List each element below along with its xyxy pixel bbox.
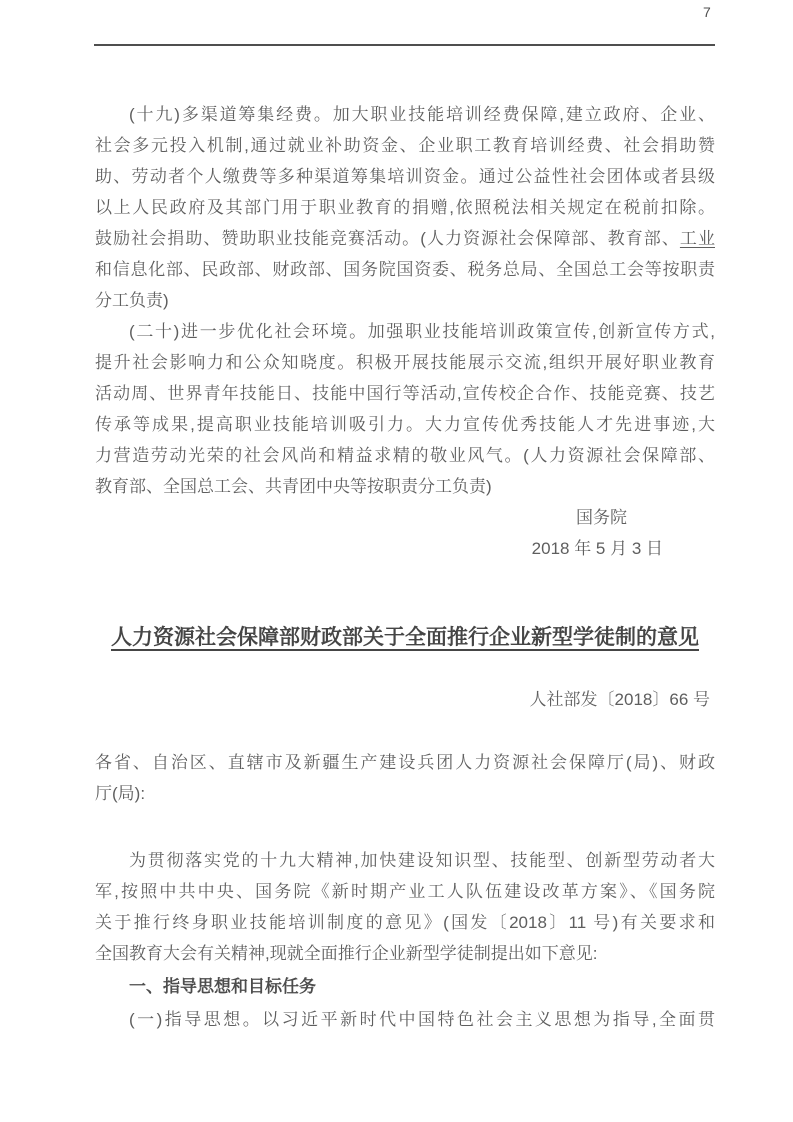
text-line: (二十)进一步优化社会环境。加强职业技能培训政策宣传,创新宣传方式, bbox=[129, 322, 715, 341]
text-line: 厅(局): bbox=[95, 784, 146, 803]
text-line: 各省、自治区、直辖市及新疆生产建设兵团人力资源社会保障厅(局)、财政 bbox=[95, 753, 715, 772]
text-line: 和信息化部、民政部、财政部、国务院国资委、税务总局、全国总工会等按职责 bbox=[95, 260, 715, 279]
doc1-body bbox=[95, 99, 715, 564]
signature-org: 国务院 bbox=[576, 508, 627, 527]
page-number: 7 bbox=[703, 4, 711, 20]
text-line: 为贯彻落实党的十九大精神,加快建设知识型、技能型、创新型劳动者大 bbox=[129, 851, 715, 870]
doc1-signature bbox=[95, 502, 715, 564]
doc2-intro-paragraph bbox=[95, 845, 715, 969]
text-line: (一)指导思想。以习近平新时代中国特色社会主义思想为指导,全面贯 bbox=[129, 1010, 715, 1029]
header-rule bbox=[94, 44, 715, 46]
text-line: 军,按照中共中央、国务院《新时期产业工人队伍建设改革方案》、《国务院 bbox=[95, 882, 715, 901]
text-line: 全国教育大会有关精神,现就全面推行企业新型学徒制提出如下意见: bbox=[95, 944, 598, 963]
text-line: 教育部、全国总工会、共青团中央等按职责分工负责) bbox=[95, 477, 492, 496]
doc2-section1-heading: 一、指导思想和目标任务 bbox=[129, 977, 316, 996]
text-line: 活动周、世界青年技能日、技能中国行等活动,宣传校企合作、技能竞赛、技艺 bbox=[95, 384, 715, 403]
doc2-salutation bbox=[95, 747, 715, 809]
text-line: 社会多元投入机制,通过就业补助资金、企业职工教育培训经费、社会捐助赞 bbox=[95, 136, 715, 155]
signature-date: 2018 年 5 月 3 日 bbox=[531, 539, 663, 558]
text-line: 鼓励社会捐助、赞助职业技能竞赛活动。(人力资源社会保障部、教育部、工业 bbox=[95, 229, 715, 248]
text-line: 关于推行终身职业技能培训制度的意见》(国发〔2018〕11 号)有关要求和 bbox=[95, 913, 715, 932]
text-line: 力营造劳动光荣的社会风尚和精益求精的敬业风气。(人力资源社会保障部、 bbox=[95, 446, 715, 465]
text-line: 提升社会影响力和公众知晓度。积极开展技能展示交流,组织开展好职业教育 bbox=[95, 353, 715, 372]
text-line: 传承等成果,提高职业技能培训吸引力。大力宣传优秀技能人才先进事迹,大 bbox=[95, 415, 715, 434]
text-line: 助、劳动者个人缴费等多种渠道筹集培训资金。通过公益性社会团体或者县级 bbox=[95, 167, 715, 186]
doc2-number: 人社部发〔2018〕66 号 bbox=[529, 690, 710, 709]
text-line: (十九)多渠道筹集经费。加大职业技能培训经费保障,建立政府、企业、 bbox=[129, 105, 715, 124]
text-line: 分工负责) bbox=[95, 291, 169, 310]
doc1-paragraph-20 bbox=[95, 316, 715, 502]
text-line: 以上人民政府及其部门用于职业教育的捐赠,依照税法相关规定在税前扣除。 bbox=[95, 198, 715, 217]
doc2-paragraph-1-1 bbox=[95, 1004, 715, 1035]
doc2-title: 人力资源社会保障部财政部关于全面推行企业新型学徒制的意见 bbox=[111, 626, 699, 649]
doc1-paragraph-19 bbox=[95, 99, 715, 316]
